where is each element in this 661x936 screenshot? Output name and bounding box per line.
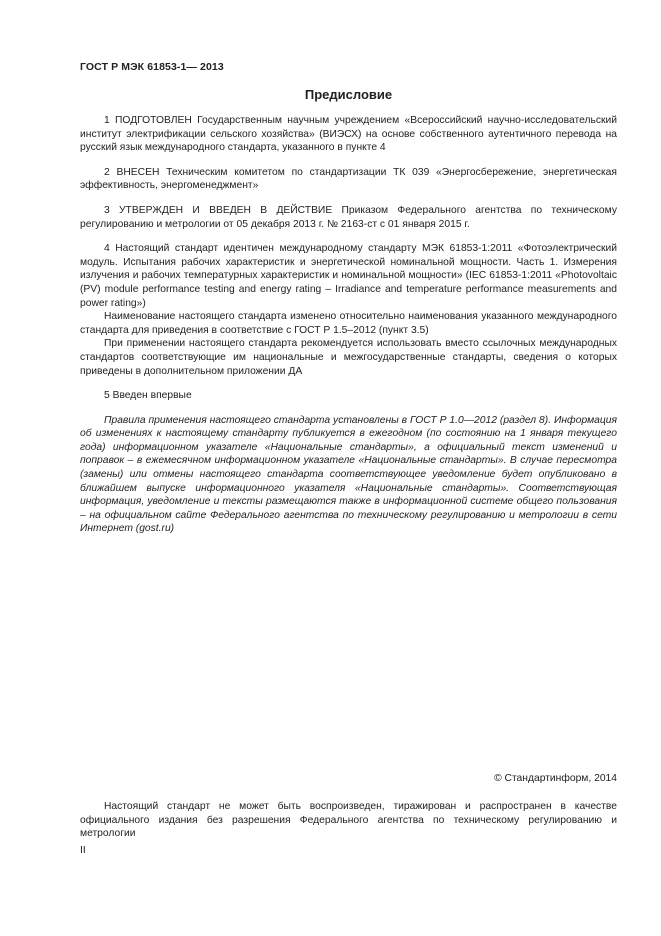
paragraph-references: При применении настоящего стандарта рекомендуется использовать вместо ссылочных международных стандартов соответствующие им национальные и межгосударственные стандарты, сведения о которых приведены в дополнительном приложении ДА [80,338,617,377]
paragraph-prepared-by: 1 ПОДГОТОВЛЕН Государственным научным учреждением «Всероссийский научно-исследовательский институт электрификации сельского хозяйства» (ВИЭСХ) на основе собственного аутентичного перевода на русский язык международного стандарта, указанного в пункте 4 [80,115,617,154]
paragraph-identical-standard: 4 Настоящий стандарт идентичен международному стандарту МЭК 61853-1:2011 «Фотоэлектрический модуль. Испытания рабочих характеристик и энергетической номинальной мощности. Часть 1. Измерения излучения и рабочих температурных характеристик и номинальной мощности» (IEC 61853-1:2011 «Photovoltaic (PV) module performance testing and energy rating – Irradiance and temperature performance measurements and power rating») [80,243,617,309]
document-page [80,0,617,936]
paragraph-name-changed: Наименование настоящего стандарта изменено относительно наименования указанного международного стандарта для приведения в соответствие с ГОСТ Р 1.5–2012 (пункт 3.5) [80,311,617,336]
reproduction-notice-text: Настоящий стандарт не может быть воспроизведен, тиражирован и распространен в качестве официального издания без разрешения Федерального агентства по техническому регулированию и метрологии [80,801,617,840]
page-title: Предисловие [304,87,393,102]
copyright-line: © Стандартинформ, 2014 [494,773,617,784]
foreword-body [80,114,617,536]
document-code-header: ГОСТ Р МЭК 61853-1— 2013 [80,61,224,73]
reproduction-notice [80,800,617,841]
paragraph-introduced-first: 5 Введен впервые [104,390,192,402]
paragraph-introduced-by: 2 ВНЕСЕН Техническим комитетом по стандартизации ТК 039 «Энергосбережение, энергетическая эффективность, энергоменеджмент» [80,166,617,192]
notice-paragraph: Правила применения настоящего стандарта установлены в ГОСТ Р 1.0—2012 (раздел 8). Информация об изменениях к настоящему стандарту публикуется в ежегодном (по состоянию на 1 января текущего года) информационном указателе «Национальные стандарты», а официальный текст изменений и поправок – в ежемесячном информационном указателе «Национальные стандарты». В случае пересмотра (замены) или отмены настоящего стандарта соответствующее уведомление будет опубликовано в ближайшем выпуске информационного указателя «Национальные стандарты». Соответствующая информация, уведомление и тексты размещаются также в информационной системе общего пользования – на официальном сайте Федерального агентства по техническому регулированию и метрологии в сети Интернет (gost.ru) [80,414,617,535]
page-number: II [80,845,86,856]
paragraph-approved: 3 УТВЕРЖДЕН И ВВЕДЕН В ДЕЙСТВИЕ Приказом Федерального агентства по техническому регулированию и метрологии от 05 декабря 2013 г. № 2163-ст с 01 января 2015 г. [80,204,617,230]
